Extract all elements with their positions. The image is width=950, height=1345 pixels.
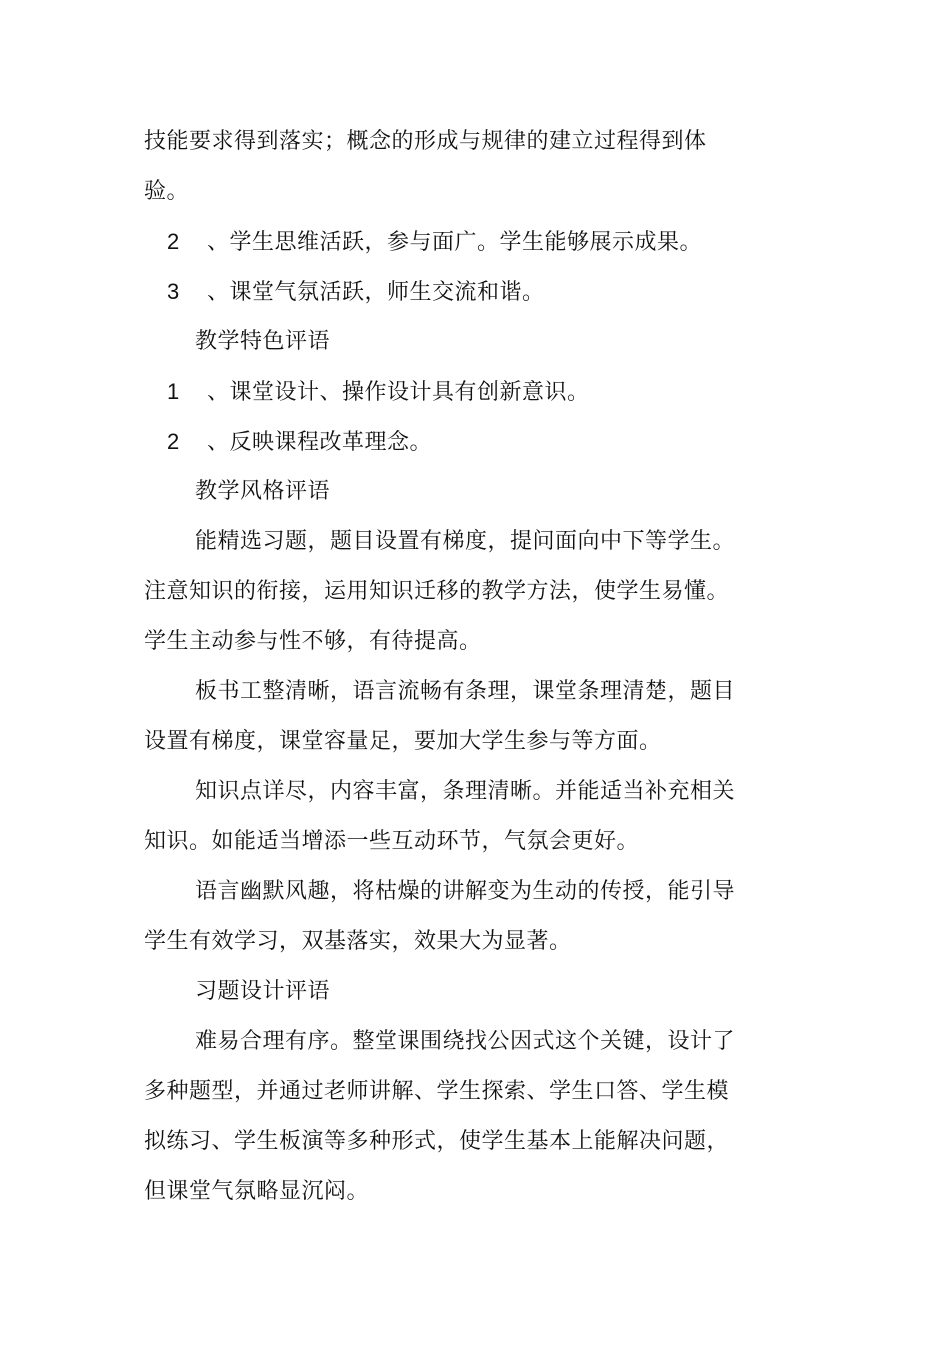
text-line: 语言幽默风趣，将枯燥的讲解变为生动的传授，能引导 <box>195 879 736 904</box>
list-number: 3 <box>167 279 180 304</box>
text-line: 但课堂气氛略显沉闷。 <box>144 1179 370 1204</box>
text-line: 验。 <box>144 179 190 204</box>
section-heading: 教学特色评语 <box>195 329 331 354</box>
list-item <box>167 377 590 408</box>
text-line: 拟练习、学生板演等多种形式，使学生基本上能解决问题， <box>144 1129 730 1154</box>
text-line: 注意知识的衔接，运用知识迁移的教学方法，使学生易懂。 <box>144 579 730 604</box>
list-item-text: 、课堂气氛活跃，师生交流和谐。 <box>207 280 545 305</box>
text-line: 知识。如能适当增添一些互动环节，气氛会更好。 <box>144 829 640 854</box>
text-line: 知识点详尽，内容丰富，条理清晰。并能适当补充相关 <box>195 779 736 804</box>
text-line: 能精选习题，题目设置有梯度，提问面向中下等学生。 <box>195 529 736 554</box>
text-line: 多种题型，并通过老师讲解、学生探索、学生口答、学生模 <box>144 1079 730 1104</box>
text-line: 学生主动参与性不够，有待提高。 <box>144 629 482 654</box>
list-item-text: 、课堂设计、操作设计具有创新意识。 <box>207 380 590 405</box>
list-item <box>167 227 702 258</box>
list-number: 1 <box>167 379 180 404</box>
list-item-text: 、反映课程改革理念。 <box>207 430 433 455</box>
text-line: 板书工整清晰，语言流畅有条理，课堂条理清楚，题目 <box>195 679 736 704</box>
section-heading: 教学风格评语 <box>195 479 331 504</box>
text-line: 学生有效学习，双基落实，效果大为显著。 <box>144 929 572 954</box>
list-item <box>167 427 432 458</box>
text-line: 设置有梯度，课堂容量足，要加大学生参与等方面。 <box>144 729 662 754</box>
list-number: 2 <box>167 229 180 254</box>
list-number: 2 <box>167 429 180 454</box>
list-item <box>167 277 545 308</box>
section-heading: 习题设计评语 <box>195 979 331 1004</box>
list-item-text: 、学生思维活跃，参与面广。学生能够展示成果。 <box>207 230 703 255</box>
text-line: 难易合理有序。整堂课围绕找公因式这个关键，设计了 <box>195 1029 736 1054</box>
text-line: 技能要求得到落实；概念的形成与规律的建立过程得到体 <box>144 129 707 154</box>
